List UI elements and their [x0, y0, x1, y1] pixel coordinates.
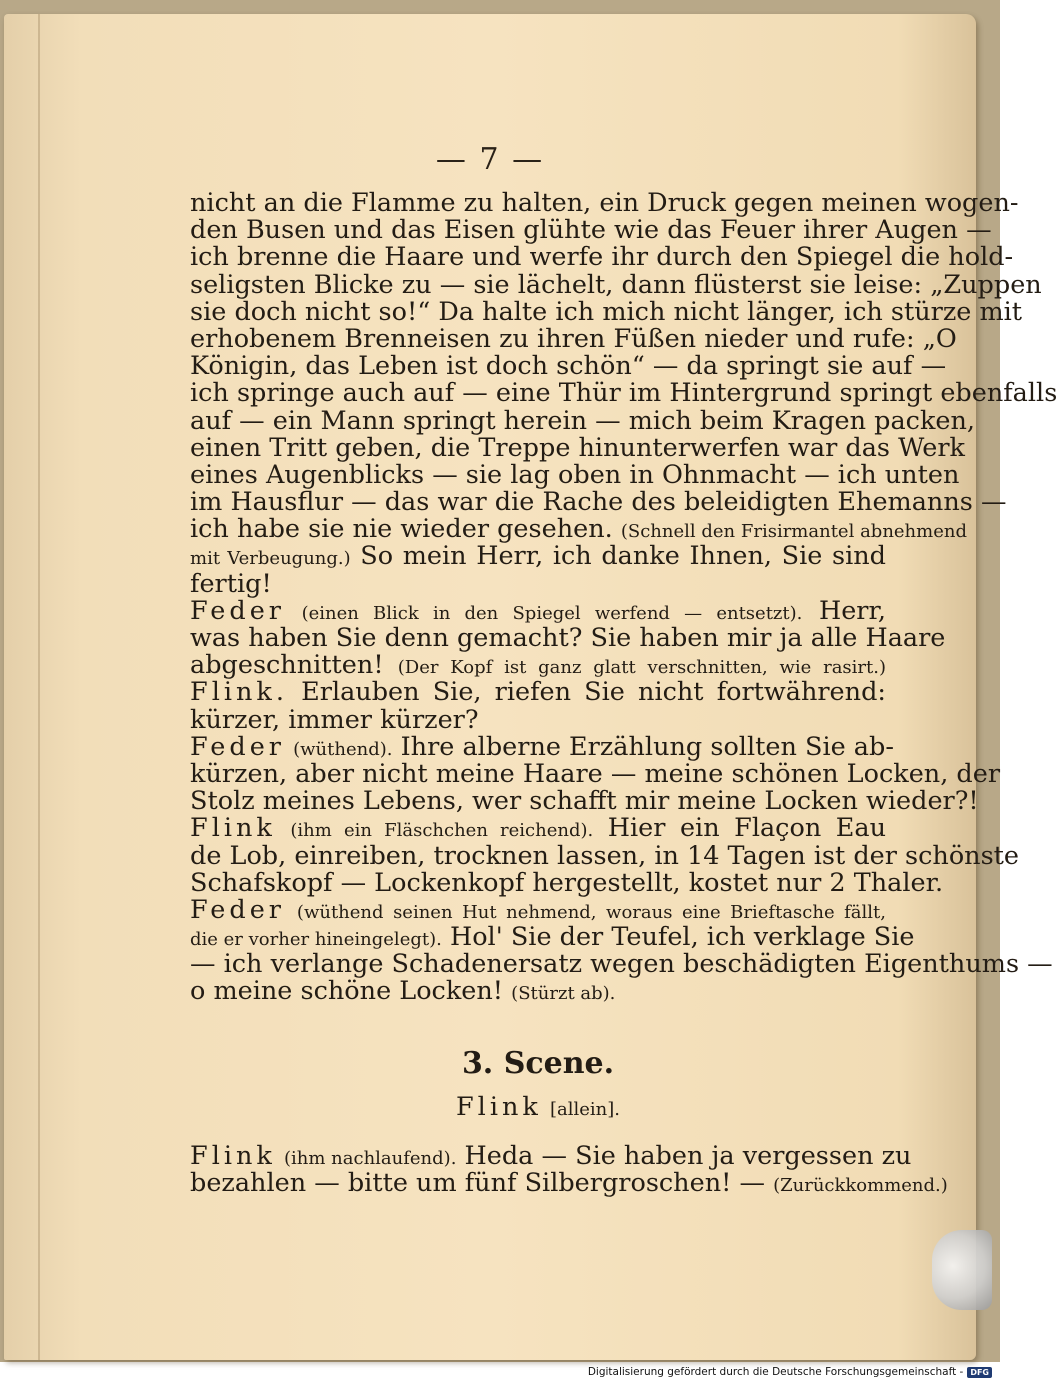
dfg-logo-icon: DFG [967, 1367, 992, 1378]
text-line [190, 894, 886, 925]
stage-direction: (wüthend). [293, 738, 393, 760]
line-text: Herr, [818, 595, 886, 626]
text-line [190, 867, 944, 898]
line-text: kürzer, immer kürzer? [190, 704, 479, 735]
line-text: was haben Sie denn gemacht? Sie haben mir ja alle Haare [190, 623, 946, 653]
line-text: Stolz meines Lebens, wer schafft mir meine Locken wieder?! [190, 786, 979, 817]
stage-direction: (Der Kopf ist ganz glatt verschnitten, wie rasirt.) [397, 657, 887, 679]
stage-direction: (einen Blick in den Spiegel werfend — entsetzt). [301, 602, 803, 624]
speaker-name: Feder [190, 731, 285, 762]
scene-heading: 3. Scene. [461, 1045, 615, 1081]
text-line [190, 758, 1001, 789]
line-text: ich habe sie nie wieder gesehen. [190, 514, 613, 545]
speaker-name: Flink [190, 1140, 276, 1171]
line-text: abgeschnitten! [190, 650, 384, 681]
text-line [190, 296, 1023, 327]
line-text: auf — ein Mann springt herein — mich beim Kragen packen, [190, 405, 976, 436]
text-line [190, 978, 886, 1005]
page-gutter [38, 14, 40, 1360]
text-line [190, 704, 886, 735]
stage-direction: die er vorher hineingelegt). [190, 929, 442, 951]
paper-clip [932, 1230, 992, 1310]
line-text: Königin, das Leben ist doch schön“ — da springt sie auf — [190, 351, 947, 382]
line-text: erhobenem Brenneisen zu ihren Füßen nieder und rufe: „O [190, 323, 957, 354]
line-text: de Lob, einreiben, trocknen lassen, in 14 Tagen ist der schönste [190, 840, 1020, 871]
text-line [190, 514, 967, 545]
footer-credit [588, 1364, 992, 1380]
text-line [190, 459, 960, 490]
speaker-name: Feder [190, 894, 285, 925]
text-line [190, 840, 1020, 871]
line-text: So mein Herr, ich danke Ihnen, Sie sind [360, 541, 886, 572]
text-line [190, 949, 1053, 980]
stage-direction: (Schnell den Frisirmantel abnehmend [620, 521, 967, 543]
line-text: eines Augenblicks — sie lag oben in Ohnmacht — ich unten [190, 459, 960, 490]
text-line [190, 679, 886, 706]
line-text: Schafskopf — Lockenkopf hergestellt, kostet nur 2 Thaler. [190, 867, 944, 898]
line-text: fertig! [190, 568, 272, 599]
text-line [190, 487, 1007, 518]
spacer [190, 1006, 886, 1020]
text-line [190, 405, 976, 436]
stage-direction: (wüthend seinen Hut nehmend, woraus eine Brieftasche fällt, [296, 901, 886, 923]
line-text: Ihre alberne Erzählung sollten Sie ab- [400, 731, 894, 762]
text-line [190, 1168, 948, 1198]
text-line [190, 543, 886, 570]
text-line [190, 432, 965, 463]
line-text: ich brenne die Haare und werfe ihr durch den Spiegel die hold- [190, 242, 1014, 273]
line-text: den Busen und das Eisen glühte wie das Feuer ihrer Augen — [190, 215, 992, 246]
text-line [190, 815, 886, 842]
stage-direction: mit Verbeugung.) [190, 548, 351, 570]
text-line [190, 1140, 912, 1171]
text-line [190, 215, 992, 246]
speaker-name: Flink. [190, 677, 288, 708]
line-text: Hol' Sie der Teufel, ich verklage Sie [449, 922, 915, 953]
line-text: ich springe auch auf — eine Thür im Hintergrund springt ebenfalls [190, 378, 1057, 409]
line-text: im Hausflur — das war die Rache des beleidigten Ehemanns — [190, 487, 1007, 518]
text-line [190, 652, 886, 679]
main-text-block [190, 188, 1057, 1007]
text-line [190, 623, 946, 653]
line-text: Heda — Sie haben ja vergessen zu [464, 1140, 912, 1171]
line-text: Erlauben Sie, riefen Sie nicht fortwährend: [301, 677, 886, 708]
stage-direction: (ihm nachlaufend). [284, 1147, 457, 1169]
page-text [190, 188, 1057, 1198]
stage-direction: (Zurückkommend.) [773, 1175, 948, 1196]
line-text: Hier ein Flaçon Eau [607, 813, 886, 844]
line-text: o meine schöne Locken! [190, 976, 504, 1007]
text-line [190, 786, 979, 817]
stage-direction: (ihm ein Fläschchen reichend). [290, 820, 594, 842]
line-text: — ich verlange Schadenersatz wegen beschädigten Eigenthums — [190, 949, 1053, 980]
text-line [190, 242, 1014, 273]
scene-cast-speaker: Flink [455, 1091, 542, 1122]
text-line [190, 595, 886, 626]
line-text: sie doch nicht so!“ Da halte ich mich nicht länger, ich stürze mit [190, 296, 1023, 327]
speaker-name: Feder [190, 595, 285, 626]
scene-cast [190, 1091, 886, 1122]
text-line [190, 922, 915, 953]
text-line [190, 378, 1057, 409]
text-line [190, 323, 957, 354]
line-text: bezahlen — bitte um fünf Silbergroschen! — [190, 1168, 765, 1198]
speaker-name: Flink [190, 813, 276, 844]
text-line [190, 568, 886, 599]
closing-text-block [190, 1140, 948, 1198]
text-line [190, 351, 947, 382]
page-number: — 7 — [435, 142, 545, 177]
footer-text: Digitalisierung gefördert durch die Deutsche Forschungsgemeinschaft - [587, 1366, 964, 1378]
text-line [190, 269, 1042, 300]
text-line [190, 731, 894, 762]
line-text: kürzen, aber nicht meine Haare — meine schönen Locken, der [190, 758, 1001, 789]
line-text: seligsten Blicke zu — sie lächelt, dann flüsterst sie leise: „Zuppen [190, 269, 1042, 300]
line-text: nicht an die Flamme zu halten, ein Druck gegen meinen wogen- [190, 188, 1019, 218]
line-text: einen Tritt geben, die Treppe hinunterwerfen war das Werk [190, 432, 965, 463]
spacer [190, 1121, 886, 1143]
text-line [190, 188, 1019, 218]
stage-direction: (Stürzt ab). [511, 983, 616, 1005]
scene-cast-direction: [allein]. [549, 1098, 620, 1120]
